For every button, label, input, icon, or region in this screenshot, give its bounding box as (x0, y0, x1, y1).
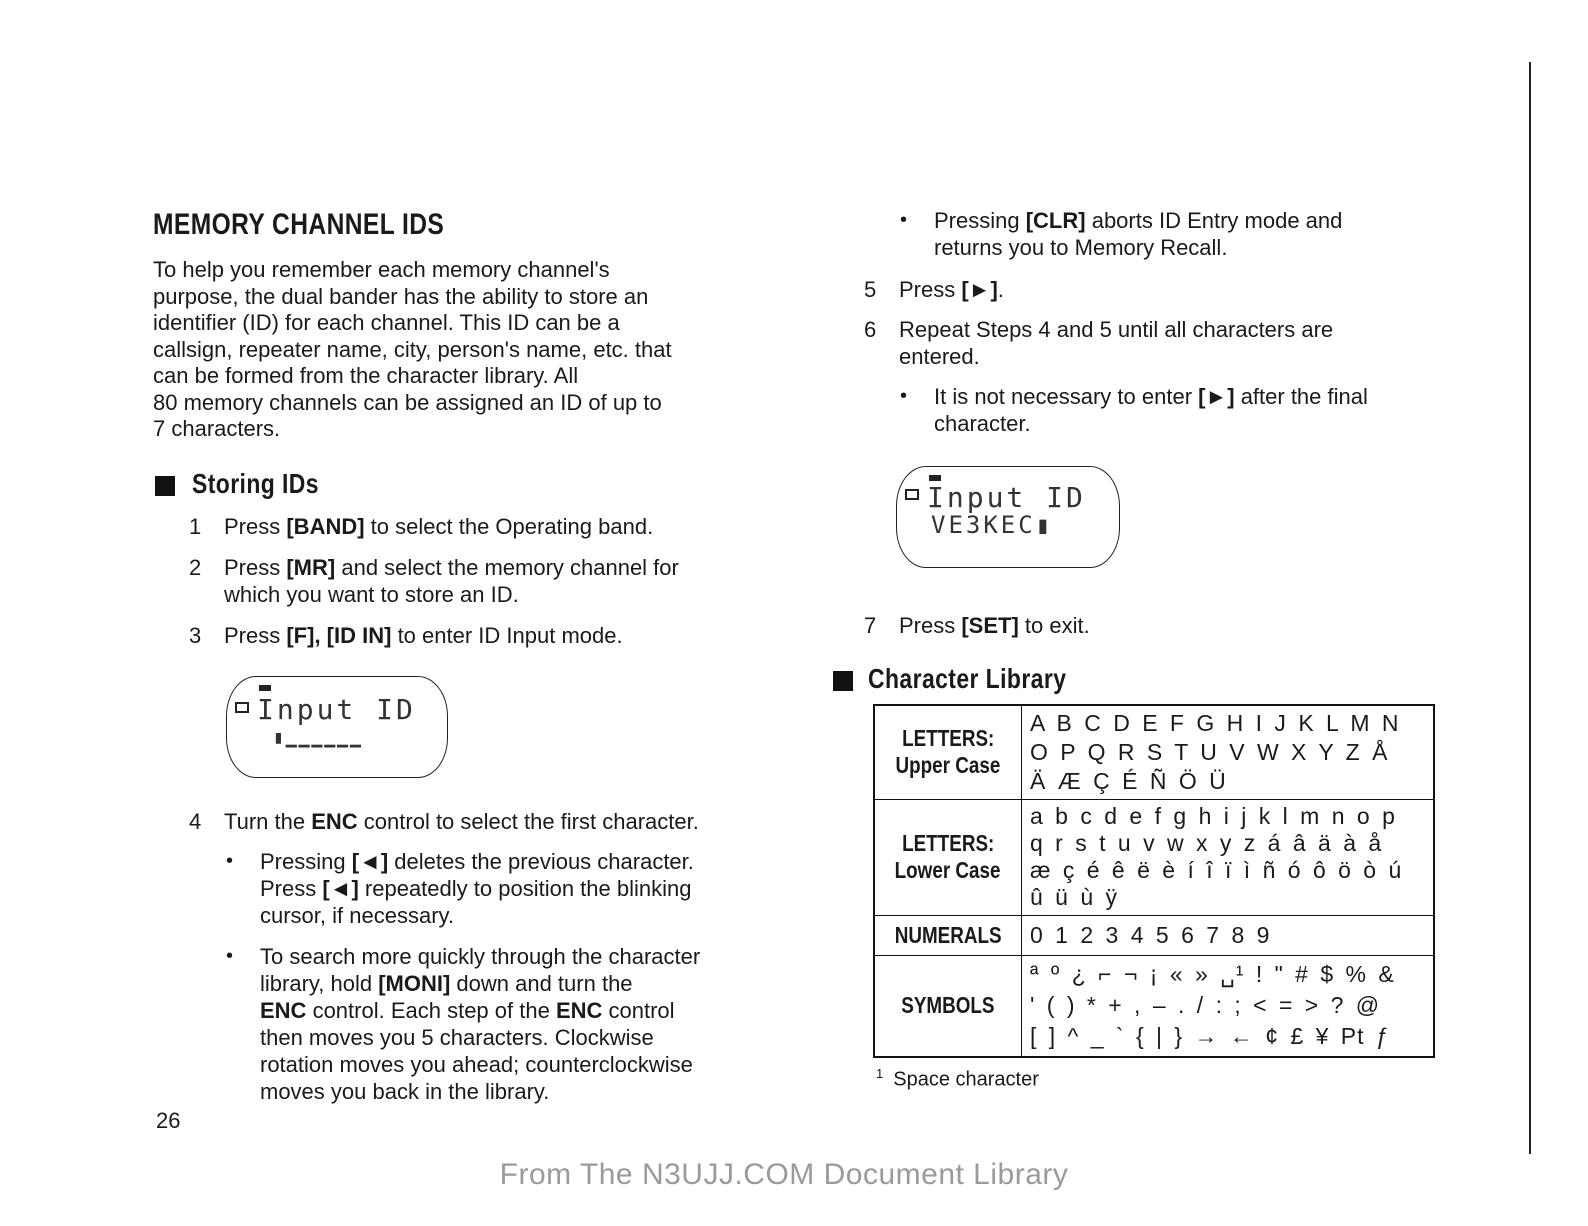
key-f-id-in: [F], [ID IN] (286, 623, 392, 648)
watermark: From The N3UJJ.COM Document Library (499, 1158, 1069, 1191)
intro-line: identifier (ID) for each channel. This ID can be a (153, 310, 620, 335)
step-number: 3 (189, 623, 202, 648)
key-right: [►] (1198, 384, 1235, 409)
key-enc: ENC (555, 998, 603, 1023)
bullet-text: Pressing (260, 849, 352, 874)
step-5 (864, 276, 1464, 303)
lcd-line-2: VE3KEC▮ (931, 511, 1054, 539)
step-number: 4 (189, 809, 202, 834)
bullet-text: deletes the previous character. (388, 849, 694, 874)
bullet-text: down and turn the (450, 971, 633, 996)
key-enc: ENC (260, 998, 307, 1023)
char-line: ' ( ) * + , – . / : ; < = > ? @ (1030, 992, 1381, 1019)
bullet-text: character. (934, 411, 1031, 436)
step-text: Press (899, 613, 962, 638)
step-number: 1 (189, 514, 202, 539)
key-band: [BAND] (286, 514, 365, 539)
step-text: Press (224, 623, 287, 648)
label-line: Lower Case (895, 857, 1001, 883)
step-2 (189, 554, 789, 608)
step-1 (189, 513, 789, 540)
lcd-display-input-id (226, 676, 448, 778)
step-text: Press (224, 555, 287, 580)
step-text: Press (224, 514, 287, 539)
row-label (874, 799, 1022, 915)
step-text: Press (899, 277, 962, 302)
char-line: 0 1 2 3 4 5 6 7 8 9 (1030, 921, 1271, 948)
page-title: MEMORY CHANNEL IDS (153, 208, 445, 241)
step-text: . (997, 277, 1004, 302)
bullet-text: Pressing (934, 208, 1026, 233)
label-line: NUMERALS (894, 921, 1002, 948)
char-line: û ü ù ÿ (1030, 884, 1119, 910)
intro-line: purpose, the dual bander has the ability to store an (153, 283, 649, 309)
bullet-delete (226, 848, 786, 929)
bullet-icon: • (226, 945, 234, 967)
key-right: [►] (961, 277, 998, 302)
step-text: Repeat Steps 4 and 5 until all characters are (899, 317, 1334, 342)
bullet-icon: • (226, 850, 234, 872)
bullet-text: control. Each step of the (306, 998, 556, 1023)
step-text: to enter ID Input mode. (391, 623, 623, 648)
row-label (874, 705, 1022, 799)
step-text: to select the Operating band. (364, 514, 654, 539)
row-characters (1022, 705, 1435, 799)
lcd-display-callsign (896, 466, 1120, 568)
bullet-text: To search more quickly through the character (260, 944, 701, 969)
intro-line: 80 memory channels can be assigned an ID of up to (153, 389, 662, 415)
key-left: [◄] (351, 849, 389, 874)
memory-icon (905, 489, 919, 500)
footnote-text: Space character (893, 1068, 1039, 1091)
step-3 (189, 622, 789, 649)
step-text: to exit. (1018, 613, 1090, 638)
bullet-text: It is not necessary to enter (934, 384, 1199, 409)
char-line: a b c d e f g h i j k l m n o p (1030, 803, 1396, 829)
char-line: [ ] ^ _ ` { | } → ← ¢ £ ¥ Pt ƒ (1030, 1023, 1390, 1050)
page-number: 26 (156, 1108, 181, 1133)
row-label (874, 915, 1022, 955)
label-line: Upper Case (895, 752, 1001, 779)
section-title-character-library: Character Library (868, 663, 1067, 694)
key-enc: ENC (311, 809, 358, 834)
section-square-icon (155, 476, 175, 496)
char-line: ª º ¿ ⌐ ¬ ¡ « » ␣¹ ! " # $ % & (1030, 961, 1395, 988)
step-text: which you want to store an ID. (224, 582, 519, 607)
lcd-line-1: Input ID (927, 481, 1086, 514)
row-characters (1022, 915, 1435, 955)
step-number: 7 (864, 613, 877, 638)
intro-line: callsign, repeater name, city, person's name, etc. that (153, 336, 672, 362)
lcd-line-2: ▮▁▁▁▁▁▁ (273, 727, 363, 748)
table-row (874, 705, 1434, 799)
row-characters (1022, 955, 1435, 1057)
intro-line: can be formed from the character library. All (153, 363, 579, 388)
row-label (874, 955, 1022, 1057)
key-moni: [MONI] (378, 971, 451, 996)
step-number: 2 (189, 555, 202, 580)
section-square-icon (833, 671, 853, 691)
bullet-text: control (602, 998, 675, 1023)
bullet-icon: • (900, 209, 908, 231)
label-line: LETTERS: (901, 725, 995, 752)
table-row (874, 955, 1434, 1057)
bullet-text: repeatedly to position the blinking (358, 876, 692, 901)
bullet-text: returns you to Memory Recall. (934, 235, 1228, 260)
label-line: SYMBOLS (901, 992, 995, 1019)
step-text: and select the memory channel for (335, 555, 679, 580)
step-text: entered. (899, 344, 980, 369)
page-edge-line (1529, 62, 1531, 1154)
char-line: O P Q R S T U V W X Y Z Å (1030, 738, 1389, 765)
row-characters (1022, 799, 1435, 915)
bullet-text: cursor, if necessary. (260, 903, 454, 928)
step-4 (189, 808, 809, 835)
intro-paragraph (153, 257, 773, 443)
bullet-search (226, 943, 786, 1105)
bullet-text: library, hold (260, 971, 379, 996)
char-line: Ä Æ Ç É Ñ Ö Ü (1030, 767, 1227, 794)
memory-icon (235, 702, 249, 713)
top-indicator-icon (259, 685, 271, 691)
table-row (874, 799, 1434, 915)
intro-line: To help you remember each memory channel's (153, 257, 610, 282)
bullet-clr (900, 207, 1460, 261)
lcd-line-1: Input ID (257, 693, 416, 726)
bullet-final (900, 383, 1460, 437)
bullet-text: moves you back in the library. (260, 1079, 550, 1104)
step-number: 6 (864, 317, 877, 342)
bullet-text: aborts ID Entry mode and (1085, 208, 1343, 233)
table-row (874, 915, 1434, 955)
step-6 (864, 316, 1464, 370)
char-line: A B C D E F G H I J K L M N (1030, 709, 1400, 736)
key-set: [SET] (961, 613, 1019, 638)
step-number: 5 (864, 277, 877, 302)
section-title-storing-ids: Storing IDs (192, 468, 319, 499)
char-line: æ ç é ê ë è í î ï ì ñ ó ô ö ò ú (1030, 857, 1403, 883)
char-line: q r s t u v w x y z á â ä à å (1030, 830, 1383, 856)
key-clr: [CLR] (1025, 208, 1086, 233)
key-left: [◄] (322, 876, 359, 901)
key-mr: [MR] (286, 555, 336, 580)
step-7 (864, 612, 1464, 639)
character-library-table (873, 704, 1435, 1058)
bullet-text: then moves you 5 characters. Clockwise (260, 1025, 654, 1050)
bullet-text: rotation moves you ahead; counterclockwise (260, 1052, 693, 1077)
step-text: control to select the first character. (357, 809, 699, 834)
label-line: LETTERS: (901, 830, 995, 856)
bullet-icon: • (900, 385, 908, 407)
bullet-text: Press (260, 876, 323, 901)
step-text: Turn the (224, 809, 312, 834)
footnote (876, 1066, 1039, 1092)
intro-line: 7 characters. (153, 416, 281, 441)
bullet-text: after the final (1234, 384, 1368, 409)
footnote-mark: 1 (876, 1066, 884, 1081)
